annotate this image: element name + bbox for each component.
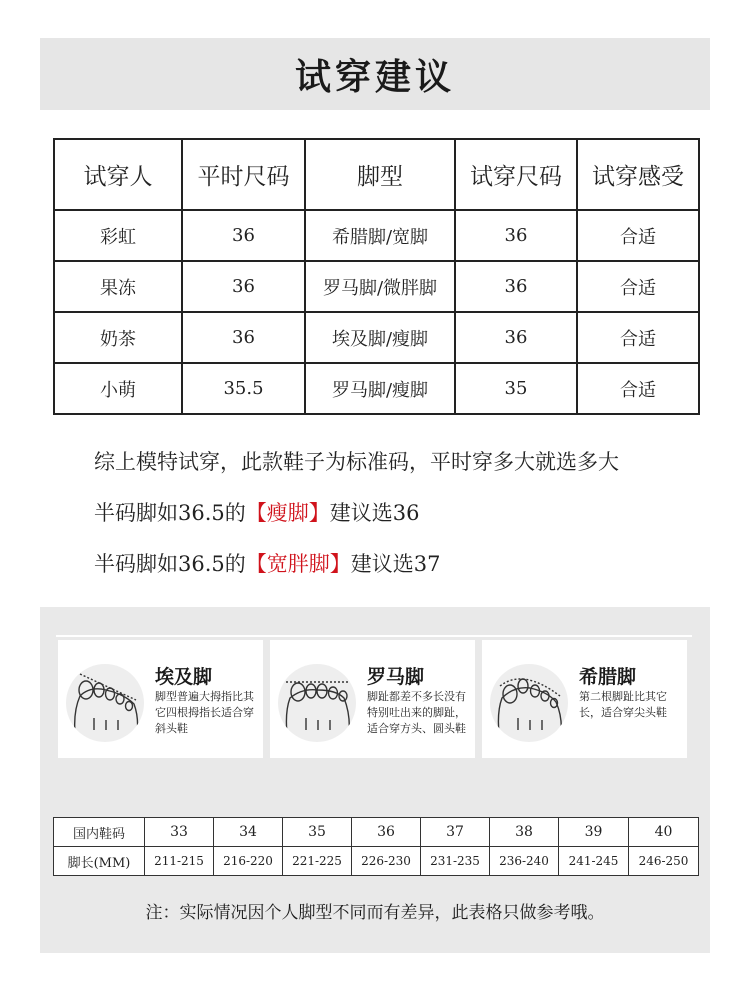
cell-try-size: 36	[455, 210, 577, 261]
foot-card-egyptian	[58, 640, 263, 758]
size-cell: 39	[559, 818, 629, 847]
advice-text: 半码脚如36.5的	[94, 501, 246, 525]
length-cell: 241-245	[559, 847, 629, 876]
size-row	[54, 818, 699, 847]
cell-foot-type: 罗马脚/微胖脚	[305, 261, 455, 312]
header-tester: 试穿人	[54, 139, 182, 210]
length-row	[54, 847, 699, 876]
cell-tester: 果冻	[54, 261, 182, 312]
foot-type-name: 希腊脚	[579, 666, 637, 688]
cell-usual-size: 36	[182, 210, 305, 261]
cell-usual-size: 35.5	[182, 363, 305, 414]
table-row	[54, 363, 699, 414]
length-cell: 216-220	[214, 847, 283, 876]
cell-feeling: 合适	[577, 210, 699, 261]
cell-tester: 奶茶	[54, 312, 182, 363]
cell-foot-type: 埃及脚/瘦脚	[305, 312, 455, 363]
size-cell: 33	[145, 818, 214, 847]
greek-foot-icon	[490, 664, 568, 742]
egyptian-foot-icon	[66, 664, 144, 742]
length-cell: 246-250	[629, 847, 699, 876]
foot-card-roman	[270, 640, 475, 758]
header-feeling: 试穿感受	[577, 139, 699, 210]
length-cell: 221-225	[283, 847, 352, 876]
header-usual-size: 平时尺码	[182, 139, 305, 210]
size-cell: 38	[490, 818, 559, 847]
advice-line-slim	[94, 495, 714, 546]
cell-try-size: 36	[455, 312, 577, 363]
foot-type-desc: 第二根脚趾比其它长，适合穿尖头鞋	[579, 690, 667, 719]
advice-text: 半码脚如36.5的	[94, 552, 246, 576]
cell-feeling: 合适	[577, 312, 699, 363]
page-title: 试穿建议	[294, 55, 455, 98]
foot-type-desc: 脚趾都差不多长没有特别吐出来的脚趾，适合穿方头、圆头鞋	[367, 690, 466, 735]
cell-foot-type: 罗马脚/瘦脚	[305, 363, 455, 414]
table-row	[54, 312, 699, 363]
disclaimer-note: 注：实际情况因个人脚型不同而有差异，此表格只做参考哦。	[145, 903, 605, 923]
foot-type-name: 埃及脚	[155, 666, 213, 688]
foot-type-name: 罗马脚	[367, 666, 425, 688]
cell-feeling: 合适	[577, 363, 699, 414]
size-row-label: 国内鞋码	[54, 818, 145, 847]
size-cell: 35	[283, 818, 352, 847]
cell-tester: 小萌	[54, 363, 182, 414]
size-advice	[94, 444, 714, 597]
title-banner	[40, 38, 710, 110]
try-on-table	[53, 138, 700, 415]
table-row	[54, 261, 699, 312]
cell-try-size: 35	[455, 363, 577, 414]
roman-foot-icon	[278, 664, 356, 742]
size-cell: 40	[629, 818, 699, 847]
cell-usual-size: 36	[182, 312, 305, 363]
divider	[56, 635, 692, 637]
header-foot-type: 脚型	[305, 139, 455, 210]
length-cell: 231-235	[421, 847, 490, 876]
advice-text: 建议选37	[350, 552, 441, 576]
length-cell: 226-230	[352, 847, 421, 876]
cell-feeling: 合适	[577, 261, 699, 312]
foot-card-greek	[482, 640, 687, 758]
header-try-size: 试穿尺码	[455, 139, 577, 210]
size-cell: 36	[352, 818, 421, 847]
cell-foot-type: 希腊脚/宽脚	[305, 210, 455, 261]
size-cell: 34	[214, 818, 283, 847]
try-on-header-row	[54, 139, 699, 210]
advice-highlight: 【宽胖脚】	[245, 552, 351, 576]
size-chart-table	[53, 817, 699, 876]
length-cell: 211-215	[145, 847, 214, 876]
cell-tester: 彩虹	[54, 210, 182, 261]
cell-try-size: 36	[455, 261, 577, 312]
length-row-label: 脚长(MM)	[54, 847, 145, 876]
size-cell: 37	[421, 818, 490, 847]
table-row	[54, 210, 699, 261]
foot-type-desc: 脚型普遍大拇指比其它四根拇指长适合穿斜头鞋	[155, 690, 254, 735]
advice-highlight: 【瘦脚】	[245, 501, 330, 525]
advice-line-wide	[94, 546, 714, 597]
length-cell: 236-240	[490, 847, 559, 876]
advice-text: 建议选36	[329, 501, 420, 525]
cell-usual-size: 36	[182, 261, 305, 312]
advice-line-standard: 综上模特试穿，此款鞋子为标准码，平时穿多大就选多大	[94, 450, 619, 474]
